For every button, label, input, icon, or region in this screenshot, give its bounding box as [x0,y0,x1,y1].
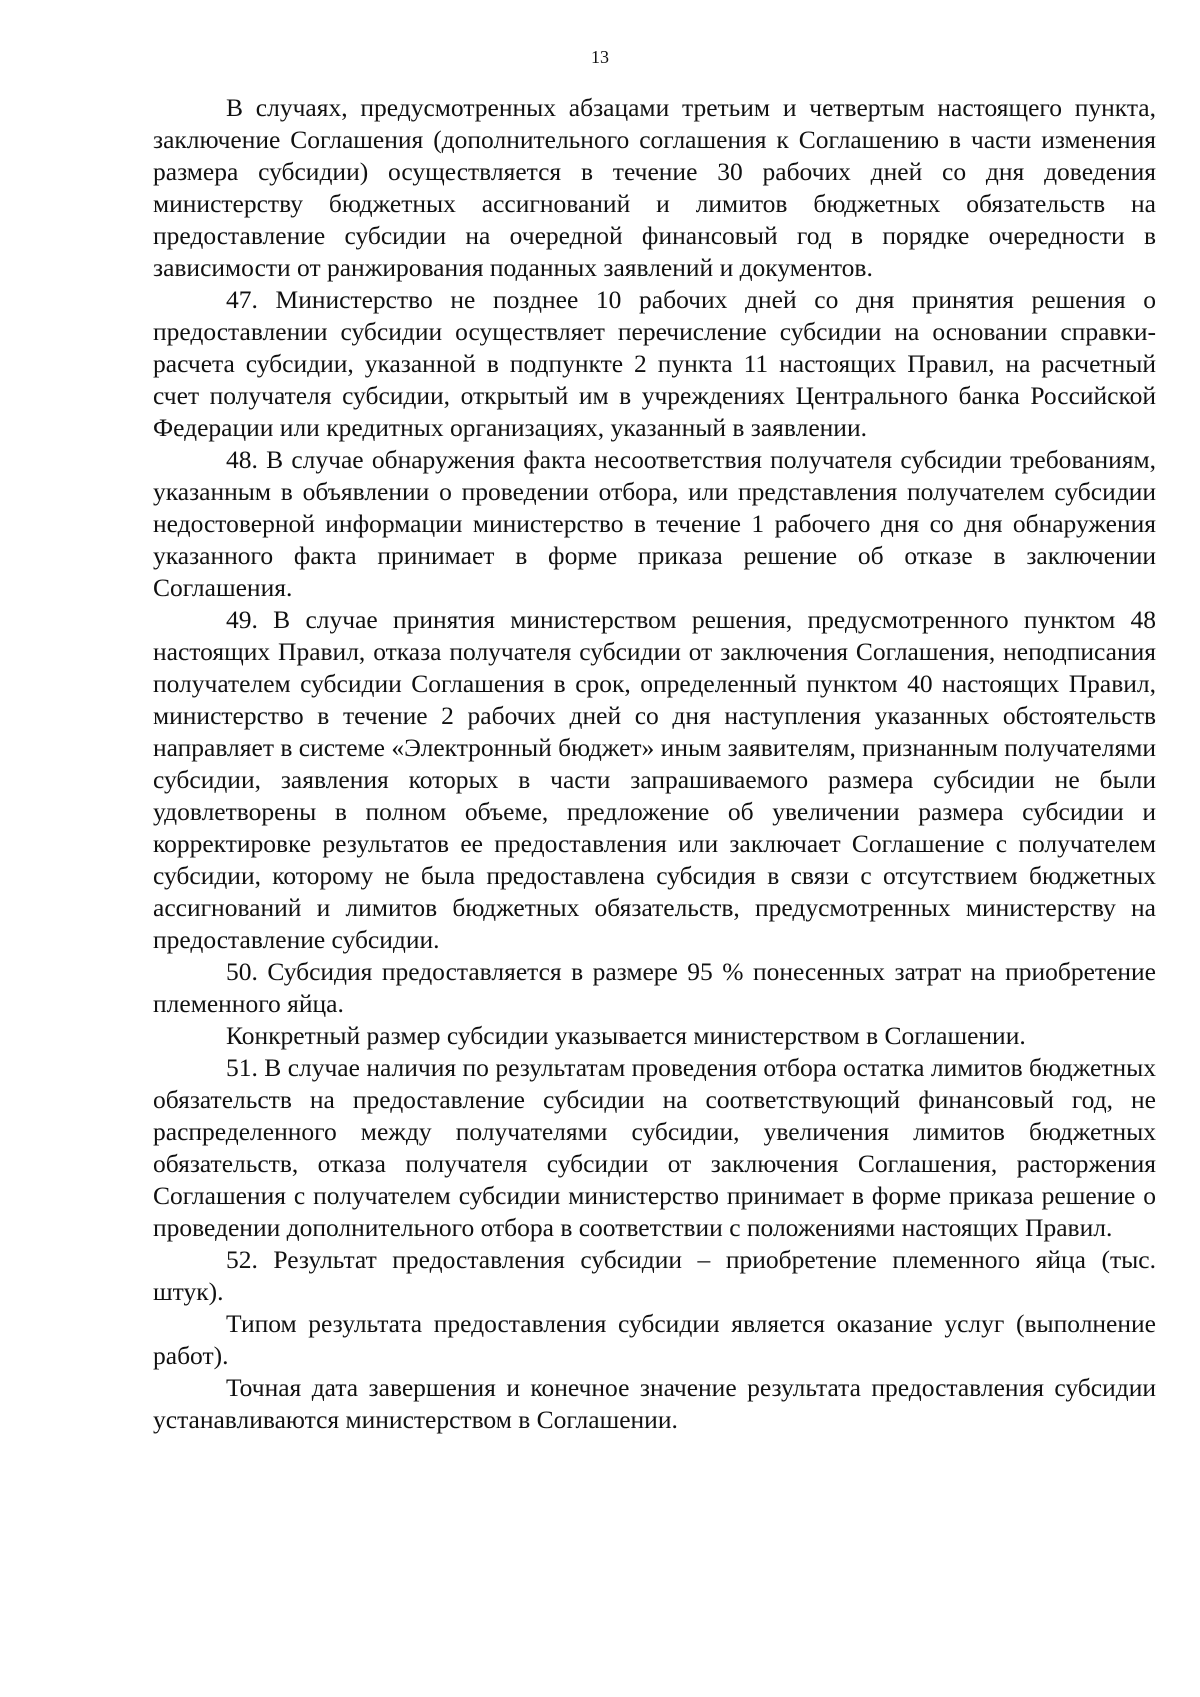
document-body [153,92,1156,1436]
paragraph-intro: В случаях, предусмотренных абзацами третьим и четвертым настоящего пункта, заключение Соглашения (дополнительного соглашения к Соглашению в части изменения размера субсидии) осуществляется в течение 30 рабочих дней со дня доведения министерству бюджетных ассигнований и лимитов бюджетных обязательств на предоставление субсидии на очередной финансовый год в порядке очередности в зависимости от ранжирования поданных заявлений и документов. [153,93,1156,282]
paragraph-52-result-type: Типом результата предоставления субсидии является оказание услуг (выполнение работ). [153,1309,1156,1370]
paragraph-52-completion-date: Точная дата завершения и конечное значение результата предоставления субсидии устанавливаются министерством в Соглашении. [153,1373,1156,1434]
paragraph-47: 47. Министерство не позднее 10 рабочих дней со дня принятия решения о предоставлении субсидии осуществляет перечисление субсидии на основании справки-расчета субсидии, указанной в подпункте 2 пункта 11 настоящих Правил, на расчетный счет получателя субсидии, открытый им в учреждениях Центрального банка Российской Федерации или кредитных организациях, указанный в заявлении. [153,285,1156,442]
paragraph-49: 49. В случае принятия министерством решения, предусмотренного пунктом 48 настоящих Правил, отказа получателя субсидии от заключения Соглашения, неподписания получателем субсидии Соглашения в срок, определенный пунктом 40 настоящих Правил, министерство в течение 2 рабочих дней со дня наступления указанных обстоятельств направляет в системе «Электронный бюджет» иным заявителям, признанным получателями субсидии, заявления которых в части запрашиваемого размера субсидии не были удовлетворены в полном объеме, предложение об увеличении размера субсидии и корректировке результатов ее предоставления или заключает Соглашение с получателем субсидии, которому не была предоставлена субсидия в связи с отсутствием бюджетных ассигнований и лимитов бюджетных обязательств, предусмотренных министерству на предоставление субсидии. [153,605,1156,954]
paragraph-48: 48. В случае обнаружения факта несоответствия получателя субсидии требованиям, указанным в объявлении о проведении отбора, или представления получателем субсидии недостоверной информации министерство в течение 1 рабочего дня со дня обнаружения указанного факта принимает в форме приказа решение об отказе в заключении Соглашения. [153,445,1156,602]
page-number: 13 [591,47,609,67]
paragraph-51: 51. В случае наличия по результатам проведения отбора остатка лимитов бюджетных обязательств на предоставление субсидии на соответствующий финансовый год, не распределенного между получателями субсидии, увеличения лимитов бюджетных обязательств, отказа получателя субсидии от заключения Соглашения, расторжения Соглашения с получателем субсидии министерство принимает в форме приказа решение о проведении дополнительного отбора в соответствии с положениями настоящих Правил. [153,1053,1156,1242]
paragraph-50-specific-amount: Конкретный размер субсидии указывается министерством в Соглашении. [226,1021,1026,1050]
paragraph-50: 50. Субсидия предоставляется в размере 95 % понесенных затрат на приобретение племенного яйца. [153,957,1156,1018]
paragraph-52: 52. Результат предоставления субсидии – приобретение племенного яйца (тыс. штук). [153,1245,1156,1306]
